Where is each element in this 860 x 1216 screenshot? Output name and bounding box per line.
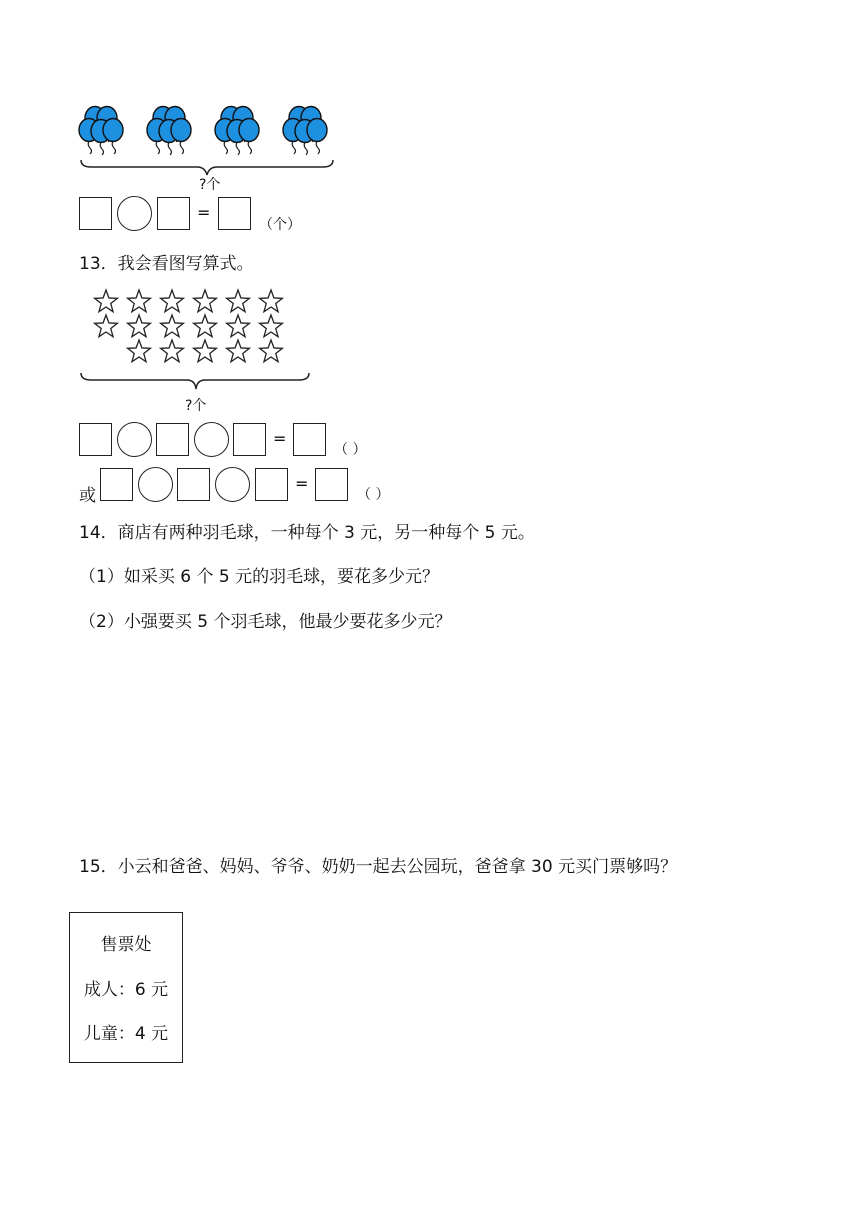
balloon-icon [103,119,123,142]
answer-box[interactable] [293,423,326,456]
star-icon [227,290,250,312]
question-text: 商店有两种羽毛球，一种每个 3 元，另一种每个 5 元。 [117,523,535,543]
brace-label-stars: ?个 [185,398,207,414]
sub-question-2: （2）小强要买 5 个羽毛球，他最少要花多少元？ [79,612,452,632]
star-icon [227,315,250,337]
star-icon [95,290,118,312]
balloon-illustration [74,98,344,164]
star-icon [161,315,184,337]
answer-box[interactable] [100,468,133,501]
star-icon [128,340,151,362]
star-icon [227,340,250,362]
star-icon [128,315,151,337]
brace-label-balloons: ?个 [199,177,221,193]
star-icon [161,290,184,312]
star-icon [95,315,118,337]
star-icon [194,340,217,362]
ticket-title: 售票处 [100,935,152,955]
star-illustration [90,288,295,370]
question-number: 13． [79,254,118,274]
answer-box[interactable] [157,197,190,230]
star-icon [260,315,283,337]
star-icon [260,290,283,312]
child-price: 儿童：4 元 [83,1024,169,1044]
answer-parenthesis[interactable]: （ ） [334,442,367,458]
equals-sign: = [273,429,287,448]
question-number: 15． [79,857,118,877]
balloon-group [79,107,123,156]
operator-circle[interactable] [117,196,152,231]
answer-box[interactable] [79,423,112,456]
star-icon [194,290,217,312]
operator-circle[interactable] [138,467,173,502]
operator-circle[interactable] [194,422,229,457]
equals-sign: = [197,203,211,222]
balloon-icon [171,119,191,142]
answer-box[interactable] [177,468,210,501]
star-icon [260,340,283,362]
balloon-icon [307,119,327,142]
equals-sign: = [295,474,309,493]
brace-stars [79,371,313,393]
question-13 [79,253,254,275]
answer-box[interactable] [315,468,348,501]
answer-parenthesis[interactable]: （ ） [357,487,390,503]
star-icon [161,340,184,362]
balloon-group [215,107,259,156]
adult-price: 成人：6 元 [83,980,169,1000]
answer-box[interactable] [255,468,288,501]
star-icon [128,290,151,312]
unit-label: （个） [259,217,301,233]
balloon-group [283,107,327,156]
or-label: 或 [79,486,96,506]
answer-box[interactable] [79,197,112,230]
answer-box[interactable] [156,423,189,456]
question-14 [79,522,535,544]
sub-question-1: （1）如采买 6 个 5 元的羽毛球，要花多少元？ [79,567,440,587]
question-text: 我会看图写算式。 [117,254,254,274]
operator-circle[interactable] [215,467,250,502]
question-number: 14． [79,523,118,543]
question-text: 小云和爸爸、妈妈、爷爷、奶奶一起去公园玩，爸爸拿 30 元买门票够吗？ [117,857,678,877]
question-15 [79,856,677,878]
balloon-icon [239,119,259,142]
balloon-group [147,107,191,156]
answer-box[interactable] [218,197,251,230]
star-icon [194,315,217,337]
answer-box[interactable] [233,423,266,456]
brace-balloons [79,158,335,178]
operator-circle[interactable] [117,422,152,457]
ticket-office-sign [69,912,183,1063]
